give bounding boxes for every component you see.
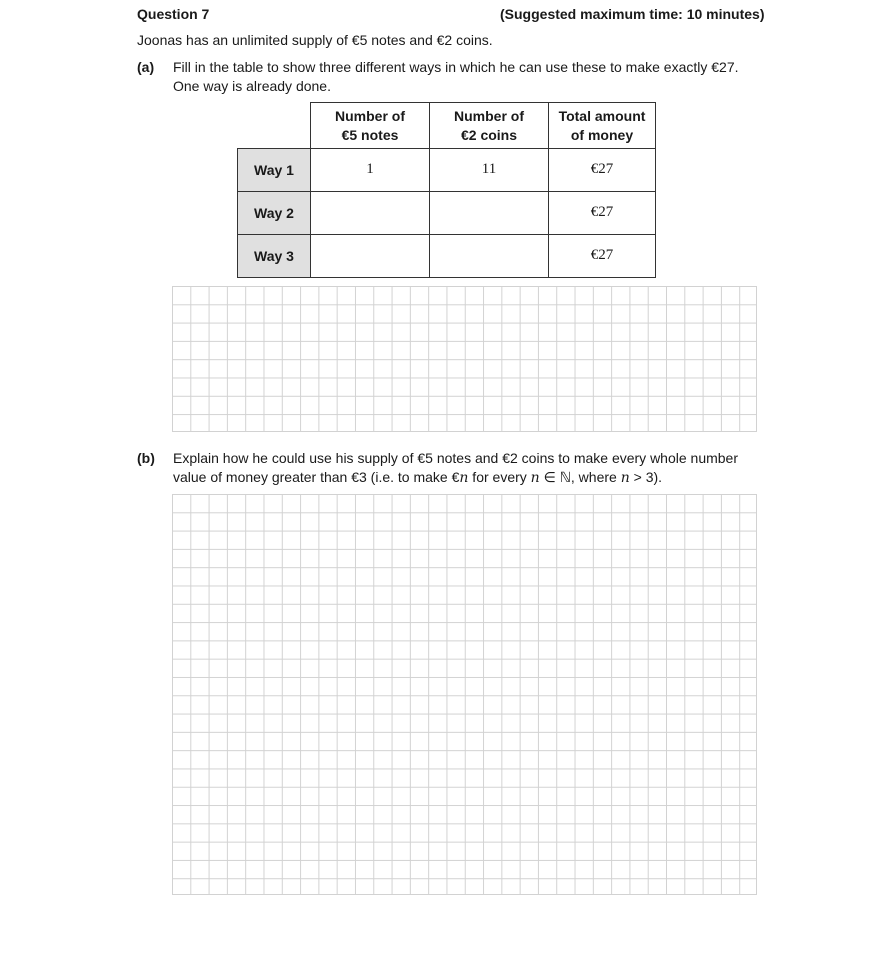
answer-grid-part-a[interactable] — [172, 286, 757, 432]
table-row — [238, 192, 656, 235]
cell-way-1-total: €27 — [549, 149, 656, 192]
row-label-way-1: Way 1 — [238, 149, 311, 192]
cell-way-1-notes[interactable]: 1 — [311, 149, 430, 192]
header-two-euro-coins — [430, 103, 549, 149]
table-corner — [238, 103, 311, 149]
header-five-line-2: €5 notes — [341, 126, 399, 143]
natural-numbers-symbol: ℕ — [559, 470, 571, 486]
part-b-instructions — [173, 449, 773, 488]
part-a-instructions — [173, 58, 773, 96]
table-header-row — [238, 103, 656, 149]
math-n-3: n — [620, 470, 630, 486]
math-n-1: n — [459, 470, 469, 486]
part-a-line-1: Fill in the table to show three different ways in which he can use these to make exactly €27. — [173, 59, 739, 75]
cell-way-2-total: €27 — [549, 192, 656, 235]
element-of-symbol: ∈ — [539, 469, 560, 485]
ways-table — [237, 102, 656, 278]
part-b-text-d: > 3). — [629, 469, 663, 485]
part-b-line-2 — [173, 468, 773, 488]
cell-way-3-coins[interactable] — [430, 235, 549, 278]
answer-grid-part-b[interactable] — [172, 494, 757, 895]
cell-way-1-coins[interactable]: 11 — [430, 149, 549, 192]
row-label-way-2: Way 2 — [238, 192, 311, 235]
header-total-line-1: Total amount — [558, 107, 646, 124]
header-two-line-1: Number of — [454, 107, 524, 124]
table-row — [238, 149, 656, 192]
question-title: Question 7 — [137, 6, 210, 22]
row-label-way-3: Way 3 — [238, 235, 311, 278]
header-five-euro-notes — [311, 103, 430, 149]
part-a-label: (a) — [137, 59, 155, 75]
part-b-line-1: Explain how he could use his supply of €5 notes and €2 coins to make every whole number — [173, 450, 739, 466]
question-intro: Joonas has an unlimited supply of €5 notes and €2 coins. — [137, 32, 493, 48]
cell-way-3-notes[interactable] — [311, 235, 430, 278]
part-b-text-b: for every — [468, 469, 531, 485]
header-five-line-1: Number of — [335, 107, 405, 124]
math-n-2: n — [530, 470, 540, 486]
table-row — [238, 235, 656, 278]
cell-way-3-total: €27 — [549, 235, 656, 278]
cell-way-2-notes[interactable] — [311, 192, 430, 235]
part-b-label: (b) — [137, 450, 155, 466]
header-total-line-2: of money — [570, 126, 634, 143]
part-b-text-c: , where — [570, 469, 621, 485]
suggested-time: (Suggested maximum time: 10 minutes) — [500, 6, 765, 22]
part-a-line-2: One way is already done. — [173, 78, 331, 94]
header-two-line-2: €2 coins — [460, 126, 518, 143]
header-total-amount — [549, 103, 656, 149]
cell-way-2-coins[interactable] — [430, 192, 549, 235]
part-b-text-a: value of money greater than €3 (i.e. to make € — [173, 469, 460, 485]
